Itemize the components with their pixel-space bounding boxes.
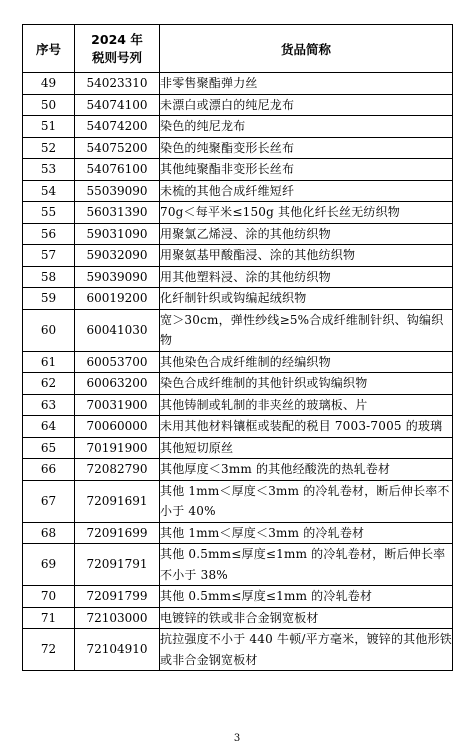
tariff-code: 70191900 bbox=[75, 437, 160, 459]
table-row bbox=[23, 223, 453, 245]
row-number: 53 bbox=[23, 159, 75, 181]
goods-name: 未用其他材料镶框或装配的税目 7003-7005 的玻璃 bbox=[160, 416, 453, 438]
tariff-code: 54074200 bbox=[75, 116, 160, 138]
goods-name: 染色的纯尼龙布 bbox=[160, 116, 453, 138]
row-number: 52 bbox=[23, 137, 75, 159]
goods-name: 染色的纯聚酯变形长丝布 bbox=[160, 137, 453, 159]
table-row bbox=[23, 309, 453, 351]
goods-name: 其他染色合成纤维制的经编织物 bbox=[160, 351, 453, 373]
table-row bbox=[23, 180, 453, 202]
header-code-line1: 2024 年 bbox=[91, 31, 143, 47]
table-row bbox=[23, 159, 453, 181]
table-row bbox=[23, 137, 453, 159]
tariff-code: 72091699 bbox=[75, 522, 160, 544]
table-row bbox=[23, 629, 453, 671]
row-number: 60 bbox=[23, 309, 75, 351]
tariff-code: 72104910 bbox=[75, 629, 160, 671]
header-no: 序号 bbox=[23, 25, 75, 73]
row-number: 65 bbox=[23, 437, 75, 459]
tariff-code: 60041030 bbox=[75, 309, 160, 351]
table-row bbox=[23, 394, 453, 416]
tariff-code: 60063200 bbox=[75, 373, 160, 395]
tariff-code: 72091691 bbox=[75, 480, 160, 522]
goods-name: 电镀锌的铁或非合金钢宽板材 bbox=[160, 607, 453, 629]
table-row bbox=[23, 245, 453, 267]
row-number: 55 bbox=[23, 202, 75, 224]
goods-name: 其他 1mm＜厚度＜3mm 的冷轧卷材，断后伸长率不小于 40% bbox=[160, 480, 453, 522]
table-row bbox=[23, 459, 453, 481]
row-number: 66 bbox=[23, 459, 75, 481]
row-number: 63 bbox=[23, 394, 75, 416]
row-number: 59 bbox=[23, 288, 75, 310]
table-row bbox=[23, 416, 453, 438]
row-number: 62 bbox=[23, 373, 75, 395]
row-number: 72 bbox=[23, 629, 75, 671]
goods-name: 其他 0.5mm≤厚度≤1mm 的冷轧卷材 bbox=[160, 586, 453, 608]
goods-name: 用其他塑料浸、涂的其他纺织物 bbox=[160, 266, 453, 288]
header-code-line2: 税则号列 bbox=[91, 49, 142, 65]
goods-name: 其他短切原丝 bbox=[160, 437, 453, 459]
goods-name: 非零售聚酯弹力丝 bbox=[160, 73, 453, 95]
tariff-code: 59032090 bbox=[75, 245, 160, 267]
table-row bbox=[23, 116, 453, 138]
tariff-table bbox=[22, 24, 453, 671]
header-code bbox=[75, 25, 160, 73]
tariff-code: 56031390 bbox=[75, 202, 160, 224]
table-row bbox=[23, 522, 453, 544]
goods-name: 染色合成纤维制的其他针织或钩编织物 bbox=[160, 373, 453, 395]
goods-name: 其他纯聚酯非变形长丝布 bbox=[160, 159, 453, 181]
row-number: 71 bbox=[23, 607, 75, 629]
table-row bbox=[23, 586, 453, 608]
row-number: 58 bbox=[23, 266, 75, 288]
header-name: 货品简称 bbox=[160, 25, 453, 73]
table-row bbox=[23, 266, 453, 288]
table-row bbox=[23, 437, 453, 459]
table-row bbox=[23, 544, 453, 586]
table-row bbox=[23, 373, 453, 395]
table-row bbox=[23, 607, 453, 629]
header-row bbox=[23, 25, 453, 73]
row-number: 54 bbox=[23, 180, 75, 202]
goods-name: 其他铸制或轧制的非夹丝的玻璃板、片 bbox=[160, 394, 453, 416]
goods-name: 用聚氨基甲酸酯浸、涂的其他纺织物 bbox=[160, 245, 453, 267]
row-number: 61 bbox=[23, 351, 75, 373]
row-number: 64 bbox=[23, 416, 75, 438]
tariff-code: 54074100 bbox=[75, 94, 160, 116]
row-number: 68 bbox=[23, 522, 75, 544]
goods-name: 70g＜每平米≤150g 其他化纤长丝无纺织物 bbox=[160, 202, 453, 224]
row-number: 57 bbox=[23, 245, 75, 267]
row-number: 56 bbox=[23, 223, 75, 245]
tariff-code: 60019200 bbox=[75, 288, 160, 310]
row-number: 70 bbox=[23, 586, 75, 608]
tariff-code: 55039090 bbox=[75, 180, 160, 202]
tariff-code: 72091799 bbox=[75, 586, 160, 608]
table-row bbox=[23, 351, 453, 373]
table-row bbox=[23, 94, 453, 116]
table-body bbox=[23, 73, 453, 671]
tariff-code: 70060000 bbox=[75, 416, 160, 438]
row-number: 67 bbox=[23, 480, 75, 522]
tariff-code: 54076100 bbox=[75, 159, 160, 181]
goods-name: 用聚氯乙烯浸、涂的其他纺织物 bbox=[160, 223, 453, 245]
tariff-code: 54023310 bbox=[75, 73, 160, 95]
tariff-code: 59031090 bbox=[75, 223, 160, 245]
row-number: 69 bbox=[23, 544, 75, 586]
row-number: 50 bbox=[23, 94, 75, 116]
tariff-code: 70031900 bbox=[75, 394, 160, 416]
tariff-code: 60053700 bbox=[75, 351, 160, 373]
goods-name: 其他 0.5mm≤厚度≤1mm 的冷轧卷材，断后伸长率不小于 38% bbox=[160, 544, 453, 586]
table-row bbox=[23, 288, 453, 310]
row-number: 51 bbox=[23, 116, 75, 138]
goods-name: 宽＞30cm，弹性纱线≥5%合成纤维制针织、钩编织物 bbox=[160, 309, 453, 351]
row-number: 49 bbox=[23, 73, 75, 95]
goods-name: 未漂白或漂白的纯尼龙布 bbox=[160, 94, 453, 116]
table-row bbox=[23, 73, 453, 95]
table-row bbox=[23, 480, 453, 522]
goods-name: 抗拉强度不小于 440 牛顿/平方毫米，镀锌的其他形铁或非合金钢宽板材 bbox=[160, 629, 453, 671]
goods-name: 其他厚度＜3mm 的其他经酸洗的热轧卷材 bbox=[160, 459, 453, 481]
tariff-code: 72091791 bbox=[75, 544, 160, 586]
goods-name: 其他 1mm＜厚度＜3mm 的冷轧卷材 bbox=[160, 522, 453, 544]
tariff-code: 72082790 bbox=[75, 459, 160, 481]
goods-name: 化纤制针织或钩编起绒织物 bbox=[160, 288, 453, 310]
tariff-code: 72103000 bbox=[75, 607, 160, 629]
tariff-code: 59039090 bbox=[75, 266, 160, 288]
goods-name: 未梳的其他合成纤维短纤 bbox=[160, 180, 453, 202]
tariff-code: 54075200 bbox=[75, 137, 160, 159]
page-number: 3 bbox=[233, 733, 241, 744]
table-row bbox=[23, 202, 453, 224]
